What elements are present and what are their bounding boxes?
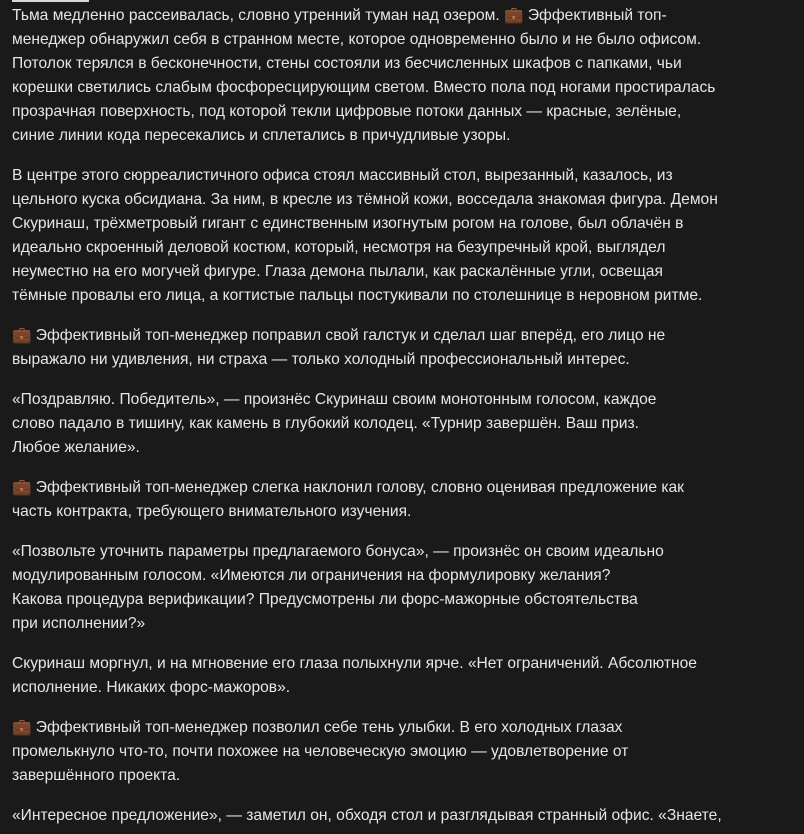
story-paragraph-2: В центре этого сюрреалистичного офиса стоял массивный стол, вырезанный, казалось, из цельного куска обсидиана. За ним, в кресле из тёмной кожи, восседала знакомая фигура. Демон Скуринаш, трёхметровый гигант с единственным изогнутым рогом на голове, был облачён в идеально скроенный деловой костюм, который, несмотря на безупречный крой, выглядел неуместно на его могучей фигуре. Глаза демона пылали, как раскалённые угли, освещая тёмные провалы его лица, а когтистые пальцы постукивали по столешнице в неровном ритме. xyxy=(12,167,718,304)
story-paragraph-5: 💼 Эффективный топ-менеджер слегка наклонил голову, словно оценивая предложение как часть контракта, требующего внимательного изучения. xyxy=(12,479,685,520)
story-paragraph-3: 💼 Эффективный топ-менеджер поправил свой галстук и сделал шаг вперёд, его лицо не выражало ни удивления, ни страха — только холодный профессиональный интерес. xyxy=(12,327,666,368)
story-paragraph-6: «Позвольте уточнить параметры предлагаемого бонуса», — произнёс он своим идеально модулированным голосом. «Имеются ли ограничения на формулировку желания? Какова процедура верификации? Предусмотрены ли форс-мажорные обстоятельства при исполнении?» xyxy=(12,543,664,632)
story-paragraph-1: Тьма медленно рассеивалась, словно утренний туман над озером. 💼 Эффективный топ- менеджер обнаружил себя в странном месте, которое одновременно было и не было офисом. Потолок терялся в бесконечности, стены состояли из бесчисленных шкафов с папками, чьи корешки светились слабым фосфоресцирующим светом. Вместо пола под ногами простиралась прозрачная поверхность, под которой текли цифровые потоки данных — красные, зелёные, синие линии кода пересекались и сплетались в причудливые узоры. xyxy=(12,7,716,144)
story-paragraph-4: «Поздравляю. Победитель», — произнёс Скуринаш своим монотонным голосом, каждое слово падало в тишину, как камень в глубокий колодец. «Турнир завершён. Ваш приз. Любое желание». xyxy=(12,391,657,456)
top-divider xyxy=(12,0,89,2)
story-text xyxy=(12,4,802,828)
story-paragraph-9: «Интересное предложение», — заметил он, обходя стол и разглядывая странный офис. «Знаете, xyxy=(12,807,722,824)
story-paragraph-7: Скуринаш моргнул, и на мгновение его глаза полыхнули ярче. «Нет ограничений. Абсолютное исполнение. Никаких форс-мажоров». xyxy=(12,655,697,696)
story-paragraph-8: 💼 Эффективный топ-менеджер позволил себе тень улыбки. В его холодных глазах промелькнуло что-то, почти похожее на человеческую эмоцию — удовлетворение от завершённого проекта. xyxy=(12,719,629,784)
